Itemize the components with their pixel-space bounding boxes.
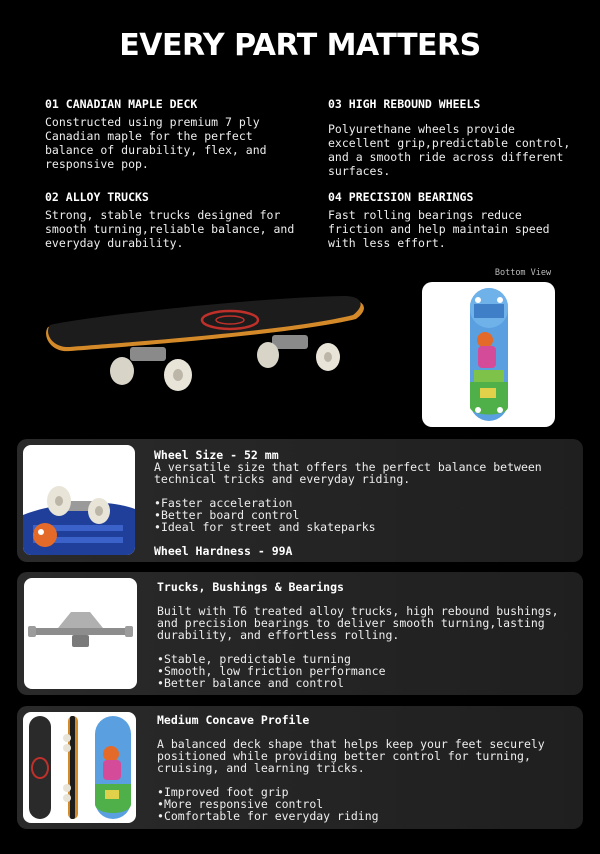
concave-panel [17,706,583,829]
panel-description: Built with T6 treated alloy trucks, high rebound bushings, and precision bearings to deliver smooth turning,lasting durability, and effortless rolling. [157,604,559,642]
feature-heading: 01 CANADIAN MAPLE DECK [45,97,198,111]
bullet-item: • Comfortable for everyday riding [157,810,579,822]
bullet-item: • Better balance and control [157,677,579,689]
bullet-item: • Stable, predictable turning [157,653,579,665]
panel-title: Medium Concave Profile [157,713,310,727]
trucks-text [157,581,579,689]
feature-maple-deck [45,97,307,171]
wheel-closeup-thumb [23,445,135,555]
bullet-item: • Smooth, low friction performance [157,665,579,677]
bottom-view-card [422,282,555,427]
panel-title: Trucks, Bushings & Bearings [157,580,344,594]
truck-image [24,578,137,689]
bullet-item: • More responsive control [157,798,579,810]
feature-trucks [45,190,313,250]
deck-bottom-image [422,282,555,427]
wheel-closeup-image [23,445,135,555]
concave-text [157,714,579,822]
feature-heading: 04 PRECISION BEARINGS [328,190,474,204]
feature-body: Polyurethane wheels provide excellent grip,predictable control, and a smooth ride across different surfaces. [328,122,571,178]
panel-title: Wheel Size - 52 mm [154,448,279,462]
bullet-item: • Improved foot grip [157,786,579,798]
feature-heading: 03 HIGH REBOUND WHEELS [328,97,481,111]
bullet-item: • Ideal for street and skateparks [154,521,574,533]
deck-profile-thumb [23,712,136,823]
bottom-view-label: Bottom View [494,268,552,278]
wheel-size-text [154,449,574,557]
trucks-panel [17,572,583,695]
panel-bullets [157,653,579,689]
feature-heading: 02 ALLOY TRUCKS [45,190,149,204]
wheel-size-panel [17,439,583,562]
feature-body: Constructed using premium 7 ply Canadian maple for the perfect balance of durability, flex, and responsive pop. [45,115,267,171]
panel-description: A versatile size that offers the perfect balance between technical tricks and everyday riding. [154,460,542,486]
deck-profile-image [23,712,136,823]
panel-bullets [154,497,574,533]
panel-bullets [157,786,579,822]
feature-bearings [328,190,573,250]
feature-body: Fast rolling bearings reduce friction and help maintain speed with less effort. [328,208,550,250]
panel-description: A balanced deck shape that helps keep your feet securely positioned while providing better control for turning, cruising, and learning tricks. [157,737,545,775]
bullet-item: • Better board control [154,509,574,521]
feature-body: Strong, stable trucks designed for smooth turning,reliable balance, and everyday durability. [45,208,295,250]
wheel-hardness: Wheel Hardness - 99A [154,544,293,558]
truck-thumb [24,578,137,689]
feature-wheels [328,97,573,178]
page-title: EVERY PART MATTERS [119,28,481,63]
skateboard-hero-image [40,285,380,405]
bullet-item: • Faster acceleration [154,497,574,509]
